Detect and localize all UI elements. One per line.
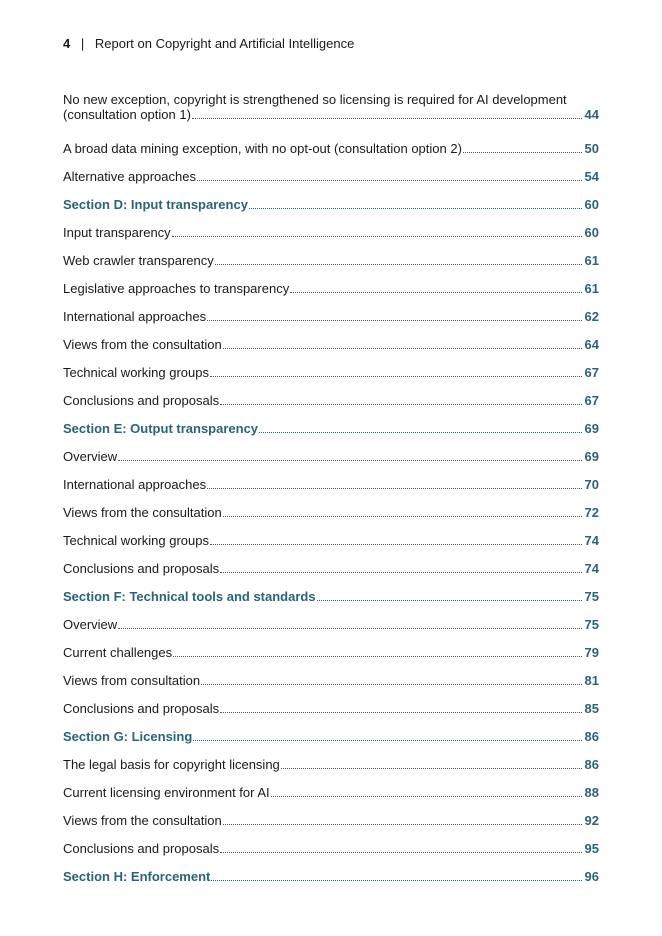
dot-leader: [281, 768, 582, 769]
page-number: 4: [63, 36, 71, 51]
toc-entry[interactable]: [63, 828, 599, 856]
toc-page-number: 95: [584, 841, 599, 856]
toc-page-number: 86: [584, 757, 599, 772]
toc-page-number: 81: [584, 673, 599, 688]
toc-entry-title: The legal basis for copyright licensing: [63, 757, 280, 772]
toc-page-number: 88: [584, 785, 599, 800]
toc-entry[interactable]: [63, 520, 599, 548]
toc-entry[interactable]: [63, 436, 599, 464]
toc-entry-title: Conclusions and proposals: [63, 561, 220, 576]
toc-entry[interactable]: [63, 352, 599, 380]
toc-page-number: 72: [584, 505, 599, 520]
toc-entry-title: Legislative approaches to transparency: [63, 281, 290, 296]
toc-page-number: 86: [584, 729, 599, 744]
toc-section-heading[interactable]: [63, 716, 599, 744]
toc-entry-title: Views from the consultation: [63, 813, 222, 828]
toc-entry-title: Current licensing environment for AI: [63, 785, 270, 800]
toc-entry[interactable]: [63, 128, 599, 156]
toc-entry[interactable]: [63, 660, 599, 688]
toc-entry[interactable]: [63, 296, 599, 324]
toc-page-number: 70: [584, 477, 599, 492]
toc-entry-title-line1: No new exception, copyright is strengthened so licensing is required for AI development: [63, 92, 567, 107]
toc-entry-title: Alternative approaches: [63, 169, 196, 184]
toc-page-number: 60: [584, 225, 599, 240]
toc-entry-title: Section G: Licensing: [63, 729, 193, 744]
toc-entry[interactable]: [63, 268, 599, 296]
toc-entry-title: Section H: Enforcement: [63, 869, 211, 884]
toc-entry[interactable]: [63, 772, 599, 800]
toc-entry-title: Section E: Output transparency: [63, 421, 259, 436]
toc-entry-title: Views from consultation: [63, 673, 201, 688]
toc-entry-title: Conclusions and proposals: [63, 393, 220, 408]
toc-entry-title: Overview: [63, 617, 118, 632]
dot-leader: [197, 180, 582, 181]
toc-section-heading[interactable]: [63, 184, 599, 212]
toc-entry-title: International approaches: [63, 477, 207, 492]
toc-entry-title: Web crawler transparency: [63, 253, 214, 268]
dot-leader: [201, 684, 582, 685]
toc-page-number: 74: [584, 533, 599, 548]
toc-page-number: 85: [584, 701, 599, 716]
dot-leader: [259, 432, 582, 433]
toc-entry[interactable]: [63, 604, 599, 632]
toc-page-number: 67: [584, 365, 599, 380]
toc-entry[interactable]: [63, 92, 599, 122]
toc-page-number: 75: [584, 617, 599, 632]
toc-page-number: 96: [584, 869, 599, 884]
toc-entry[interactable]: [63, 632, 599, 660]
toc-page-number: 79: [584, 645, 599, 660]
toc-section-heading[interactable]: [63, 408, 599, 436]
dot-leader: [172, 236, 582, 237]
toc-entry-title: A broad data mining exception, with no opt-out (consultation option 2): [63, 141, 462, 156]
table-of-contents: [63, 92, 599, 884]
dot-leader: [210, 544, 582, 545]
dot-leader: [271, 796, 582, 797]
dot-leader: [118, 628, 582, 629]
toc-page-number: 62: [584, 309, 599, 324]
toc-entry-title: Technical working groups: [63, 533, 209, 548]
dot-leader: [223, 516, 582, 517]
dot-leader: [207, 488, 582, 489]
dot-leader: [207, 320, 582, 321]
toc-entry[interactable]: [63, 688, 599, 716]
toc-entry-title: International approaches: [63, 309, 207, 324]
toc-entry-title-line2: (consultation option 1): [63, 107, 191, 122]
toc-entry-title: Overview: [63, 449, 118, 464]
toc-entry-title: Technical working groups: [63, 365, 209, 380]
toc-page-number: 75: [584, 589, 599, 604]
dot-leader: [215, 264, 582, 265]
toc-entry-title: Section D: Input transparency: [63, 197, 248, 212]
toc-page-number: 64: [584, 337, 599, 352]
toc-page-number: 74: [584, 561, 599, 576]
toc-section-heading[interactable]: [63, 856, 599, 884]
toc-page-number: 92: [584, 813, 599, 828]
toc-page-number: 67: [584, 393, 599, 408]
toc-entry[interactable]: [63, 744, 599, 772]
toc-page-number: 69: [584, 449, 599, 464]
toc-entry-title: Views from the consultation: [63, 505, 222, 520]
dot-leader: [223, 824, 582, 825]
toc-entry-title: Current challenges: [63, 645, 173, 660]
dot-leader: [220, 572, 582, 573]
toc-page-number: 54: [584, 169, 599, 184]
dot-leader: [173, 656, 582, 657]
toc-entry[interactable]: [63, 800, 599, 828]
toc-page-number: 69: [584, 421, 599, 436]
toc-section-heading[interactable]: [63, 576, 599, 604]
dot-leader: [210, 376, 582, 377]
toc-entry[interactable]: [63, 464, 599, 492]
dot-leader: [463, 152, 582, 153]
dot-leader: [317, 600, 582, 601]
toc-entry-title: Conclusions and proposals: [63, 841, 220, 856]
toc-page-number: 60: [584, 197, 599, 212]
dot-leader: [220, 852, 582, 853]
dot-leader: [193, 740, 582, 741]
toc-page-number: 61: [584, 281, 599, 296]
toc-page-number: 44: [584, 107, 599, 122]
dot-leader: [290, 292, 582, 293]
toc-entry-title: Conclusions and proposals: [63, 701, 220, 716]
dot-leader: [211, 880, 582, 881]
toc-entry[interactable]: [63, 324, 599, 352]
dot-leader: [220, 404, 582, 405]
toc-page-number: 50: [584, 141, 599, 156]
document-title: Report on Copyright and Artificial Intelligence: [94, 36, 355, 51]
header-separator: |: [80, 36, 85, 51]
dot-leader: [192, 118, 582, 119]
toc-entry-title: Input transparency: [63, 225, 171, 240]
toc-entry[interactable]: [63, 212, 599, 240]
page-header: [63, 36, 354, 52]
toc-entry-title: Views from the consultation: [63, 337, 222, 352]
toc-entry[interactable]: [63, 492, 599, 520]
toc-page-number: 61: [584, 253, 599, 268]
toc-entry-title: Section F: Technical tools and standards: [63, 589, 316, 604]
dot-leader: [223, 348, 582, 349]
toc-entry[interactable]: [63, 548, 599, 576]
toc-entry[interactable]: [63, 156, 599, 184]
toc-entry[interactable]: [63, 380, 599, 408]
toc-entry[interactable]: [63, 240, 599, 268]
dot-leader: [249, 208, 582, 209]
dot-leader: [118, 460, 582, 461]
dot-leader: [220, 712, 582, 713]
